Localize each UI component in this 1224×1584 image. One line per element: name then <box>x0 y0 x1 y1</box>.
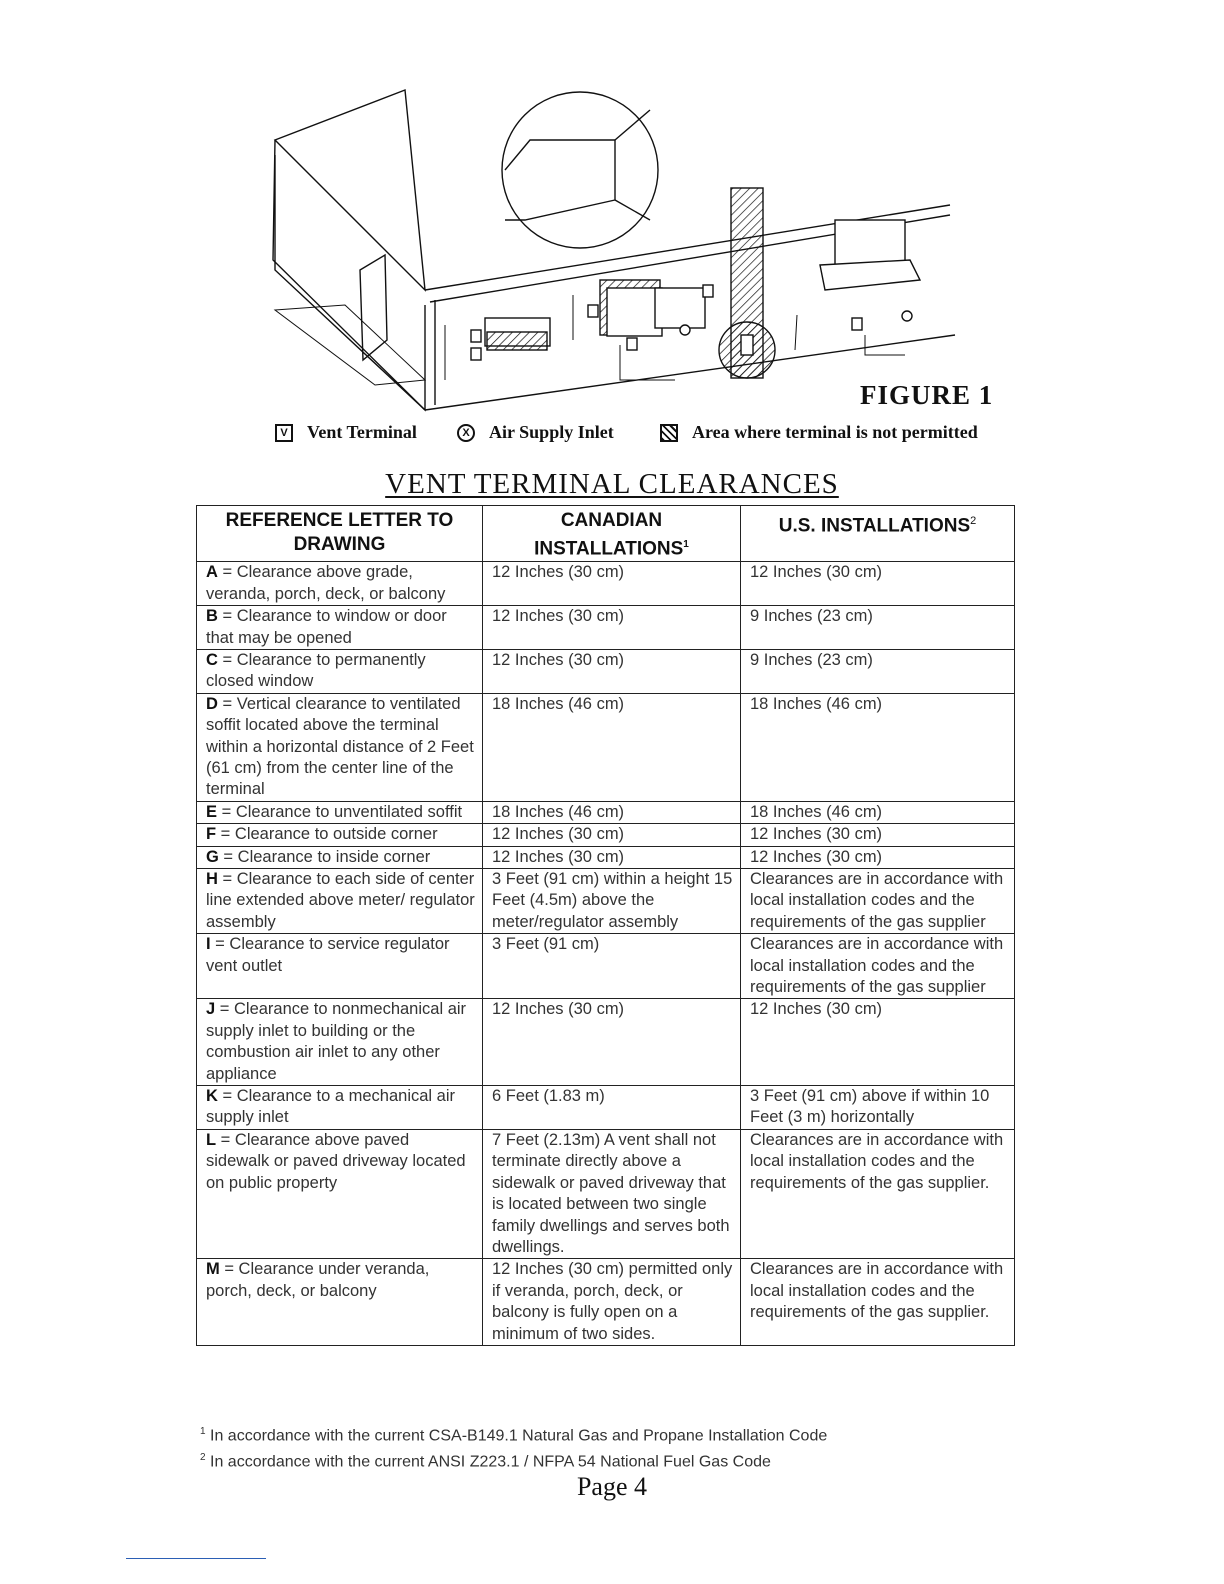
reference-letter: E <box>206 802 218 821</box>
cell-reference <box>197 999 483 1086</box>
footnote-text: In accordance with the current CSA-B149.1 Natural Gas and Propane Installation Code <box>205 1427 828 1445</box>
table-row <box>197 649 1015 693</box>
footnotes <box>200 1421 827 1472</box>
cell-canadian: 12 Inches (30 cm) permitted only if veranda, porch, deck, or balcony is fully open on a minimum of two sides. <box>483 1259 741 1346</box>
cell-us: Clearances are in accordance with local installation codes and the requirements of the gas supplier. <box>741 1129 1015 1258</box>
cell-canadian: 12 Inches (30 cm) <box>483 999 741 1086</box>
reference-letter: M <box>206 1260 220 1279</box>
table-row <box>197 1086 1015 1130</box>
cell-reference <box>197 846 483 868</box>
cell-canadian: 18 Inches (46 cm) <box>483 801 741 823</box>
cell-us: 18 Inches (46 cm) <box>741 693 1015 801</box>
cell-us: Clearances are in accordance with local installation codes and the requirements of the gas supplier. <box>741 1259 1015 1346</box>
reference-description: = Clearance under veranda, porch, deck, or balcony <box>206 1260 430 1300</box>
cell-canadian: 12 Inches (30 cm) <box>483 606 741 650</box>
reference-letter: H <box>206 870 218 889</box>
cell-us: Clearances are in accordance with local installation codes and the requirements of the gas supplier <box>741 869 1015 934</box>
cell-us: 9 Inches (23 cm) <box>741 606 1015 650</box>
reference-description: = Clearance to a mechanical air supply inlet <box>206 1087 456 1127</box>
cell-canadian: 12 Inches (30 cm) <box>483 562 741 606</box>
cell-reference <box>197 869 483 934</box>
vent-terminal-icon: V <box>275 424 293 442</box>
reference-description: = Vertical clearance to ventilated soffit located above the terminal within a horizontal distance of 2 Feet (61 cm) from the center line of the terminal <box>206 694 474 799</box>
reference-letter: C <box>206 650 218 669</box>
header-canadian-label: CANADIAN INSTALLATIONS <box>534 510 684 560</box>
cell-reference <box>197 1259 483 1346</box>
cell-reference <box>197 934 483 999</box>
table-row <box>197 606 1015 650</box>
header-ref-label: REFERENCE LETTER TO DRAWING <box>225 510 454 555</box>
cell-us: 9 Inches (23 cm) <box>741 649 1015 693</box>
reference-letter: K <box>206 1087 218 1106</box>
cell-us: 3 Feet (91 cm) above if within 10 Feet (3 m) horizontally <box>741 1086 1015 1130</box>
cell-reference <box>197 562 483 606</box>
air-supply-inlet-icon: X <box>457 424 475 442</box>
legend-item-not-permitted <box>660 422 978 443</box>
table-row <box>197 869 1015 934</box>
header-us <box>741 506 1015 562</box>
footnote-mark: 2 <box>200 1451 206 1463</box>
legend-item-vent-terminal <box>275 422 417 443</box>
header-canadian <box>483 506 741 562</box>
table-row <box>197 1259 1015 1346</box>
cell-reference <box>197 1086 483 1130</box>
cell-reference <box>197 824 483 846</box>
cell-canadian: 6 Feet (1.83 m) <box>483 1086 741 1130</box>
cell-canadian: 18 Inches (46 cm) <box>483 693 741 801</box>
cell-reference <box>197 1129 483 1258</box>
divider <box>126 1558 266 1559</box>
footnote-mark: 1 <box>683 539 689 550</box>
cell-reference <box>197 801 483 823</box>
footnote <box>200 1447 827 1473</box>
legend-label: Vent Terminal <box>307 422 417 442</box>
reference-description: = Clearance to each side of center line extended above meter/ regulator assembly <box>206 870 475 931</box>
reference-letter: F <box>206 825 217 844</box>
cell-canadian: 3 Feet (91 cm) <box>483 934 741 999</box>
cell-reference <box>197 606 483 650</box>
footnote-text: In accordance with the current ANSI Z223.1 / NFPA 54 National Fuel Gas Code <box>205 1453 771 1471</box>
house-vent-diagram <box>255 80 1005 420</box>
cell-canadian: 12 Inches (30 cm) <box>483 846 741 868</box>
reference-letter: D <box>206 694 218 713</box>
cell-reference <box>197 693 483 801</box>
reference-description: = Clearance to unventilated soffit <box>217 802 463 821</box>
reference-letter: B <box>206 607 218 626</box>
cell-us: 18 Inches (46 cm) <box>741 801 1015 823</box>
reference-description: = Clearance above paved sidewalk or paved driveway located on public property <box>206 1130 466 1192</box>
reference-description: = Clearance above grade, veranda, porch, deck, or balcony <box>206 563 446 603</box>
table-header-row <box>197 506 1015 562</box>
footnote-mark: 2 <box>970 515 977 527</box>
hatched-area-icon <box>660 424 678 442</box>
figure-legend <box>275 422 1015 452</box>
cell-us: 12 Inches (30 cm) <box>741 824 1015 846</box>
page-number: Page 4 <box>576 1472 648 1501</box>
cell-canadian: 7 Feet (2.13m) A vent shall not terminate directly above a sidewalk or paved driveway that is located between two single family dwellings and serves both dwellings. <box>483 1129 741 1258</box>
cell-us: Clearances are in accordance with local installation codes and the requirements of the gas supplier <box>741 934 1015 999</box>
figure-caption: FIGURE 1 <box>860 380 994 410</box>
header-ref <box>197 506 483 562</box>
table-row <box>197 846 1015 868</box>
reference-description: = Clearance to inside corner <box>218 847 431 866</box>
reference-description: = Clearance to service regulator vent outlet <box>206 935 450 975</box>
clearances-table <box>196 505 1015 1346</box>
cell-reference <box>197 649 483 693</box>
page-title: VENT TERMINAL CLEARANCES <box>385 468 839 500</box>
reference-description: = Clearance to nonmechanical air supply inlet to building or the combustion air inlet to any other appliance <box>206 1000 467 1083</box>
reference-letter: A <box>206 563 218 582</box>
footnote <box>200 1421 827 1447</box>
reference-description: = Clearance to outside corner <box>216 825 438 844</box>
footnote-mark: 1 <box>200 1426 206 1437</box>
table-row <box>197 934 1015 999</box>
cell-canadian: 12 Inches (30 cm) <box>483 649 741 693</box>
table-row <box>197 801 1015 823</box>
table-row <box>197 824 1015 846</box>
table-row <box>197 1129 1015 1258</box>
reference-description: = Clearance to permanently closed window <box>206 650 426 691</box>
cell-us: 12 Inches (30 cm) <box>741 846 1015 868</box>
table-row <box>197 693 1015 801</box>
table-row <box>197 999 1015 1086</box>
reference-letter: G <box>206 847 219 866</box>
cell-canadian: 3 Feet (91 cm) within a height 15 Feet (4.5m) above the meter/regulator assembly <box>483 869 741 934</box>
reference-letter: I <box>206 935 211 954</box>
cell-canadian: 12 Inches (30 cm) <box>483 824 741 846</box>
reference-letter: J <box>206 1000 216 1019</box>
reference-description: = Clearance to window or door that may be opened <box>206 607 447 647</box>
table-row <box>197 562 1015 606</box>
cell-us: 12 Inches (30 cm) <box>741 562 1015 606</box>
reference-letter: L <box>206 1130 217 1149</box>
header-us-label: U.S. INSTALLATIONS <box>778 515 971 537</box>
legend-label: Air Supply Inlet <box>489 422 614 442</box>
cell-us: 12 Inches (30 cm) <box>741 999 1015 1086</box>
legend-item-air-supply-inlet <box>457 422 614 443</box>
legend-label: Area where terminal is not permitted <box>692 422 978 442</box>
